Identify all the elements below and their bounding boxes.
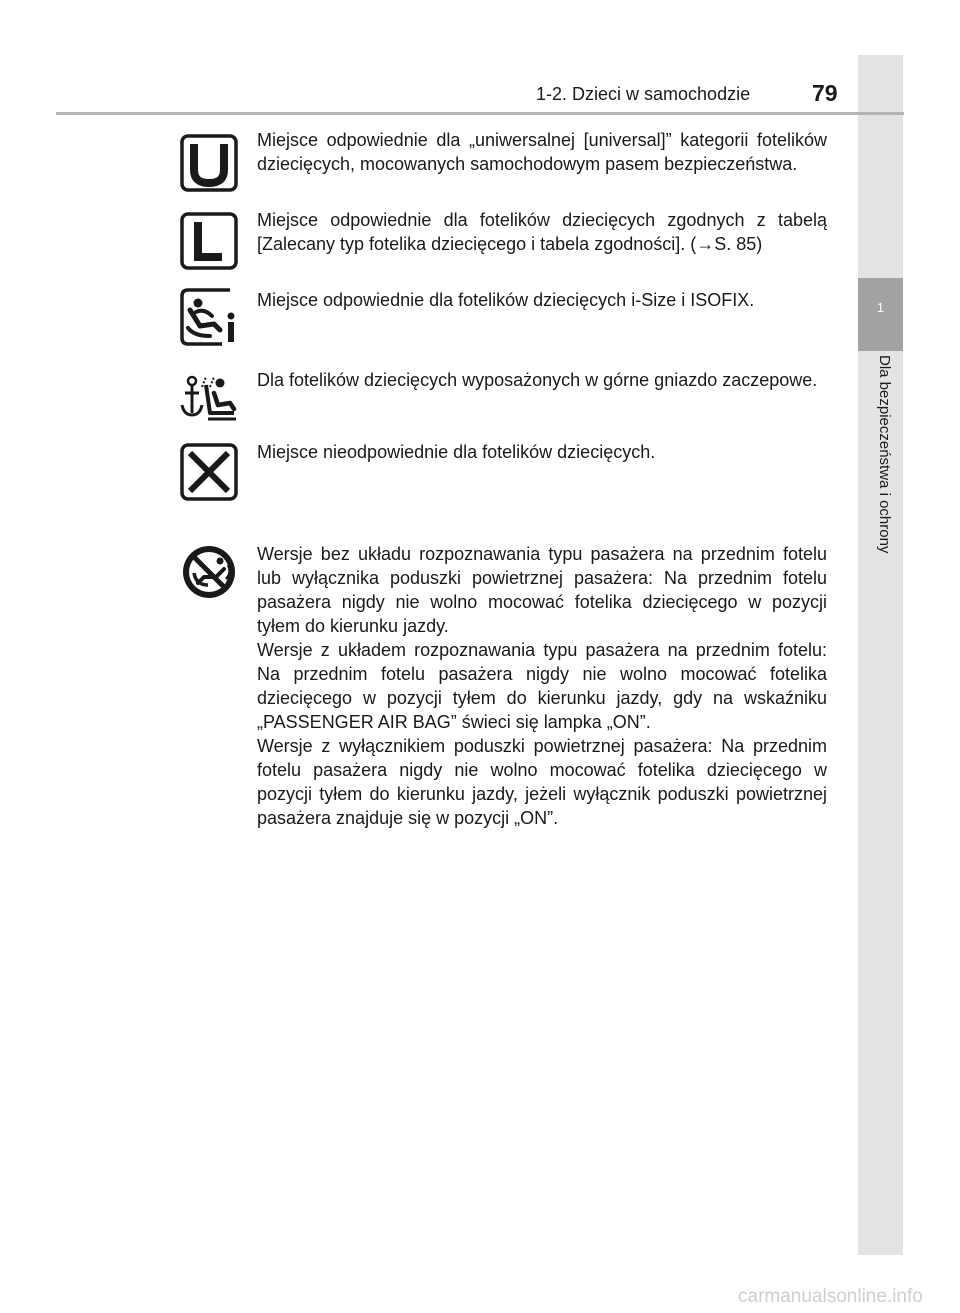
x-mark-icon — [180, 443, 238, 501]
side-tab-label: Dla bezpieczeństwa i ochrony — [876, 355, 893, 554]
entry-paragraph: Wersje z wyłącznikiem poduszki powietrznej pasażera: Na przednim fotelu pasażera nigdy nie wolno mocować fotelika dziecięcego w pozycji tyłem do kierunku jazdy, jeżeli wyłącznik poduszki powietrznej pasażera znajduje się w pozycji „ON”. — [257, 736, 827, 828]
entry-text: Miejsce nieodpowiednie dla fotelików dziecięcych. — [257, 442, 656, 462]
top-tether-anchor-icon — [180, 367, 238, 425]
entry-text: Miejsce odpowiednie dla fotelików dziecięcych zgodnych z tabelą [Zalecany typ fotelika dziecięcego i tabela zgodności]. (→S. 85) — [257, 210, 827, 254]
side-tab-number: 1 — [876, 300, 885, 315]
watermark: carmanualsonline.info — [738, 1286, 923, 1307]
entry-paragraph: Wersje bez układu rozpoznawania typu pasażera na przednim fotelu lub wyłącznika poduszki powietrznej pasażera: Na przednim fotelu pasażera nigdy nie wolno mocować fotelika dziecięcego w pozycji tyłem do kierunku jazdy. — [257, 544, 827, 636]
chapter-title: 1-2. Dzieci w samochodzie — [536, 84, 751, 104]
side-tab — [858, 55, 903, 1255]
letter-l-icon — [180, 212, 238, 270]
page-number: 79 — [812, 80, 838, 106]
isize-isofix-icon — [180, 288, 238, 346]
entry-paragraph: Wersje z układem rozpoznawania typu pasażera na przednim fotelu: Na przednim fotelu pasażera nigdy nie wolno mocować fotelika dziecięcego w pozycji tyłem do kierunku jazdy, gdy na wskaźniku „PASSENGER AIR BAG” świeci się lampka „ON”. — [257, 640, 827, 732]
entry-text: Dla fotelików dziecięcych wyposażonych w górne gniazdo zaczepowe. — [257, 370, 818, 390]
header-rule — [56, 112, 904, 115]
letter-u-icon — [180, 134, 238, 192]
no-rear-facing-seat-icon — [180, 543, 238, 601]
entry-text-block — [257, 542, 827, 830]
entry-text: Miejsce odpowiednie dla fotelików dziecięcych i-Size i ISOFIX. — [257, 290, 755, 310]
entry-text: Miejsce odpowiednie dla „uniwersalnej [universal]” kategorii fotelików dziecięcych, mocowanych samochodowym pasem bezpieczeństwa. — [257, 130, 827, 174]
